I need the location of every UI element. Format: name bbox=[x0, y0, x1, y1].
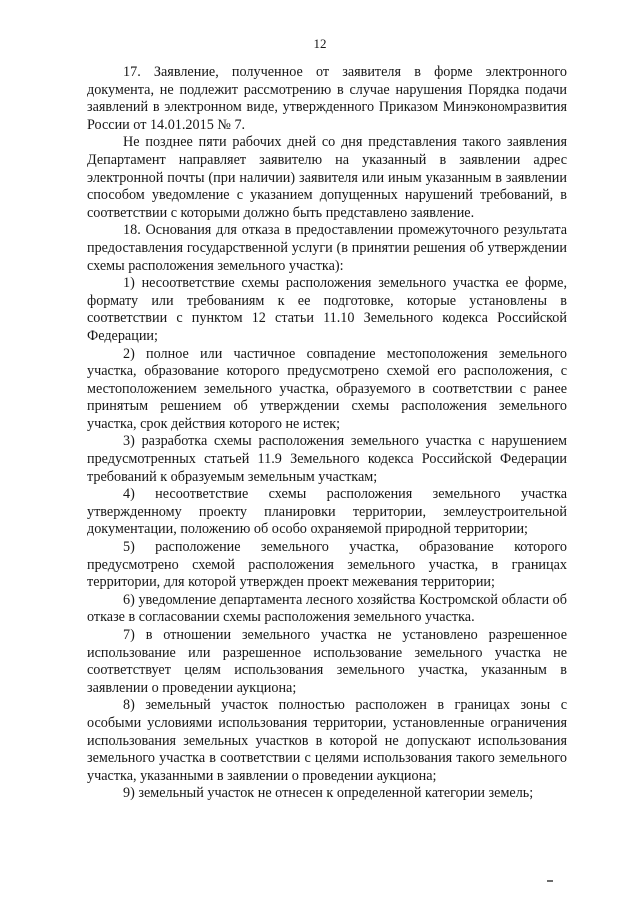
list-item-4: 4) несоответствие схемы расположения земельного участка утвержденному проекту планировки территории, землеустроительной документации, положению об особо охраняемой природной территории; bbox=[87, 486, 567, 538]
list-item-2: 2) полное или частичное совпадение местоположения земельного участка, образование которого предусмотрено схемой его расположения, с местоположением земельного участка, образуемого в соответствии с ранее принятым решением об утверждении схемы расположения земельного участка, срок действия которого не истек; bbox=[87, 345, 567, 432]
paragraph-18: 18. Основания для отказа в предоставлении промежуточного результата предоставления государственной услуги (в принятии решения об утверждении схемы расположения земельного участка): bbox=[87, 222, 567, 274]
list-item-9: 9) земельный участок не отнесен к определенной категории земель; bbox=[123, 785, 534, 802]
page-number: 12 bbox=[313, 36, 327, 51]
paragraph-notice: Не позднее пяти рабочих дней со дня представления такого заявления Департамент направляет заявителю на указанный в заявлении адрес электронной почты (при наличии) заявителя или иным указанным в заявлении способом уведомление с указанием допущенных нарушений требований, в соответствии с которыми должно быть представлено заявление. bbox=[87, 134, 567, 221]
scan-mark bbox=[547, 880, 553, 882]
list-item-3: 3) разработка схемы расположения земельного участка с нарушением предусмотренных статьей 11.9 Земельного кодекса Российской Федерации требований к образуемым земельным участкам; bbox=[87, 433, 567, 485]
list-item-8: 8) земельный участок полностью расположен в границах зоны с особыми условиями использования территории, установленные ограничения использования земельных участков в которой не допускают использования земельного участка в соответствии с целями использования такого земельного участка, указанными в заявлении о проведении аукциона; bbox=[87, 697, 567, 784]
list-item-1: 1) несоответствие схемы расположения земельного участка ее форме, формату или требованиям к ее подготовке, которые установлены в соответствии с пунктом 12 статьи 11.10 Земельного кодекса Российской Федерации; bbox=[87, 275, 567, 344]
paragraph-17: 17. Заявление, полученное от заявителя в форме электронного документа, не подлежит рассмотрению в случае нарушения Порядка подачи заявлений в электронном виде, утвержденного Приказом Минэкономразвития России от 14.01.2015 № 7. bbox=[87, 64, 567, 133]
list-item-6: 6) уведомление департамента лесного хозяйства Костромской области об отказе в согласовании схемы расположения земельного участка. bbox=[87, 591, 567, 626]
list-item-5: 5) расположение земельного участка, образование которого предусмотрено схемой расположения земельного участка, в границах территории, для которой утвержден проект межевания территории; bbox=[87, 539, 567, 591]
document-body bbox=[87, 64, 567, 803]
list-item-7: 7) в отношении земельного участка не установлено разрешенное использование или разрешенное использование земельного участка не соответствует целям использования земельного участка, указанным в заявлении о проведении аукциона; bbox=[87, 627, 567, 696]
